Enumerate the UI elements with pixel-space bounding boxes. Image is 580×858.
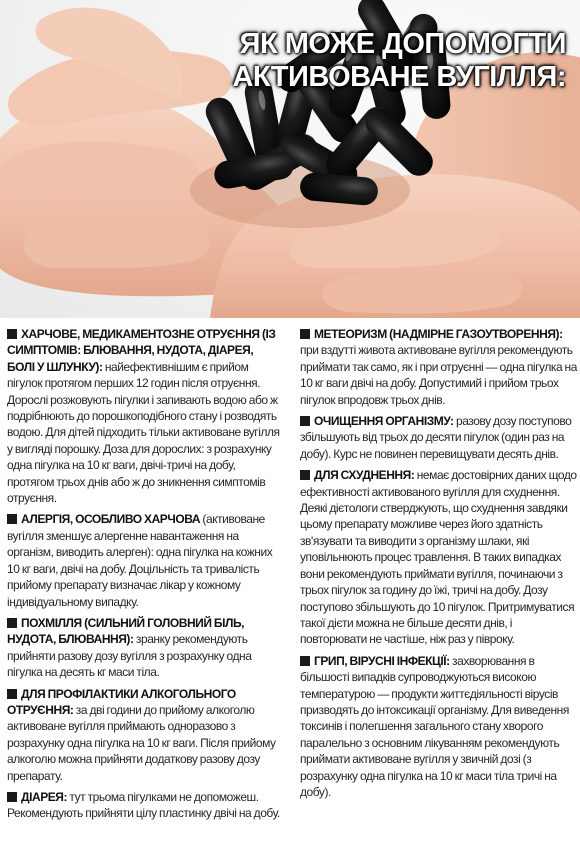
square-bullet-icon — [7, 792, 17, 802]
entry-text: разову дозу поступово збільшують від трьох до десяти пігулок (один раз на добу). Курс не повинен перевищувати десять днів. — [300, 414, 572, 461]
title-line-2: АКТИВОВАНЕ ВУГІЛЛЯ: — [232, 61, 566, 93]
list-item — [7, 789, 282, 822]
entry-text: немає достовірних даних щодо ефективності активованого вугілля для схуднення. Деякі дієтологи стверджують, що схуднення завдяки цьому препарату можливе через його здатність зв'язувати та виводити з організму шлаки, які уповільнюють процес травлення. В таких випадках вони рекомендують приймати вугілля, починаючи з трьох пігулок за годину до їжі, тричі на добу. Дозу поступово збільшують до 10 пігулок. Притримуватися такої дієти можна не більше десяти днів, і повторювати не частіше, ніж раз у півроку. — [300, 468, 577, 647]
entry-text: за дві години до прийому алкоголю активоване вугілля приймають одноразово з розрахунку одна пігулка на 10 кг ваги. Після прийому алкоголю можна прийняти додаткову разову дозу препарату. — [7, 702, 276, 783]
right-column — [300, 326, 578, 805]
list-item — [300, 653, 578, 801]
list-item — [7, 511, 282, 609]
entry-text: найефективнішим є прийом пігулок протягом перших 12 годин після отруєння. Дорослі розжовують пігулки і запивають водою або ж подрібнюють до порошкоподібного стану і розводять водою. Для дітей підходить тільки активоване вугілля у вигляді порошку. Доза для дорослих: з розрахунку одна пігулка на 10 кг ваги, двічі-тричі на добу, протягом трьох днів або ж до зникнення симптомів отруєння. — [7, 359, 280, 506]
entry-text: тут трьома пігулками не допоможеш. Рекомендують прийняти цілу пластинку двічі на добу. — [7, 789, 280, 821]
entry-text: при вздутті живота активоване вугілля рекомендують приймати так само, як і при отруєнні — одна пігулка на 10 кг ваги двічі на добу. Допустимий і прийом трьох пігулок впродовж трьох днів. — [300, 343, 577, 407]
entry-text: зранку рекомендують прийняти разову дозу вугілля з розрахунку одна пігулка на десять кг маси тіла. — [7, 632, 252, 680]
list-item — [300, 413, 578, 462]
entry-text: (активоване вугілля зменшує алергенне навантаження на організм, виводить алерген): одна пігулка на кожних 10 кг ваги, двічі на добу. Доцільність та тривалість прийому препарату визначає лікар у кожному індивідуальному випадку. — [7, 512, 273, 609]
entry-heading: АЛЕРГІЯ, ОСОБЛИВО ХАРЧОВА — [21, 512, 201, 527]
square-bullet-icon — [7, 329, 17, 339]
list-item — [7, 326, 282, 506]
entry-heading: ХАРЧОВЕ, МЕДИКАМЕНТОЗНЕ ОТРУЄННЯ (ІЗ СИМПТОМІВ: БЛЮВАННЯ, НУДОТА, ДІАРЕЯ, БОЛІ У ШЛУНКУ): — [7, 327, 276, 374]
entry-heading: ГРИП, ВІРУСНІ ІНФЕКЦІЇ: — [314, 653, 450, 668]
entry-heading: ДЛЯ СХУДНЕННЯ: — [314, 468, 415, 483]
hero-illustration — [0, 0, 580, 318]
page-title — [232, 28, 566, 94]
square-bullet-icon — [300, 329, 310, 339]
entry-heading: ДІАРЕЯ: — [21, 789, 68, 804]
square-bullet-icon — [300, 656, 310, 666]
square-bullet-icon — [7, 514, 17, 524]
square-bullet-icon — [300, 470, 310, 480]
list-item — [300, 326, 578, 408]
entry-heading: ПОХМІЛЛЯ (СИЛЬНИЙ ГОЛОВНИЙ БІЛЬ, НУДОТА, БЛЮВАННЯ): — [7, 615, 245, 647]
article-body — [0, 326, 580, 856]
list-item — [7, 615, 282, 681]
list-item — [300, 467, 578, 647]
entry-text: захворювання в більшості випадків супроводжуються високою температурою — продукти життєдіяльності вірусів призводять до інтоксикації організму. Для виведення токсинів і полегшення загального стану хворого паралельно з основним лікуванням рекомендують приймати активоване вугілля у звичній дозі (з розрахунку одна пігулка на 10 кг маси тіла тричі на добу). — [300, 653, 569, 799]
left-column — [7, 326, 282, 827]
square-bullet-icon — [7, 618, 17, 628]
entry-heading: ОЧИЩЕННЯ ОРГАНІЗМУ: — [314, 414, 454, 429]
title-line-1: ЯК МОЖЕ ДОПОМОГТИ — [239, 28, 566, 60]
square-bullet-icon — [7, 689, 17, 699]
square-bullet-icon — [300, 416, 310, 426]
entry-heading: МЕТЕОРИЗМ (НАДМІРНЕ ГАЗОУТВОРЕННЯ): — [314, 327, 563, 341]
entry-heading: ДЛЯ ПРОФІЛАКТИКИ АЛКОГОЛЬНОГО ОТРУЄННЯ: — [7, 686, 236, 717]
list-item — [7, 686, 282, 784]
